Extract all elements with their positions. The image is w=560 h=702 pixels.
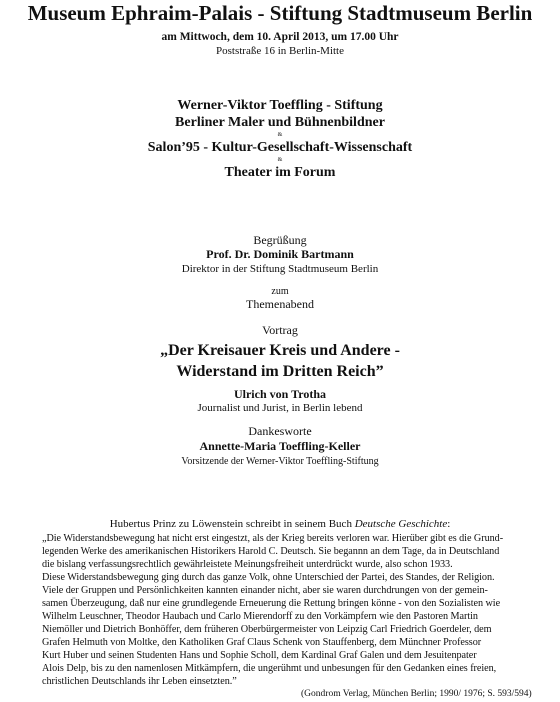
quote-intro-prefix: Hubertus Prinz zu Löwenstein schreibt in seinem Buch <box>109 518 355 530</box>
quote-line: Kurt Huber und seinen Studenten Hans und Sophie Scholl, dem Kardinal Graf Galen und dem Jesuitenpater <box>42 650 477 661</box>
speaker-role: Journalist und Jurist, in Berlin lebend <box>197 402 363 414</box>
welcome-role: Direktor in der Stiftung Stadtmuseum Berlin <box>181 263 379 275</box>
thanks-role: Vorsitzende der Werner-Viktor Toeffling-Stiftung <box>181 456 379 467</box>
quote-intro <box>0 518 560 531</box>
organizer-subtitle: Berliner Maler und Bühnenbildner <box>175 115 385 130</box>
lecture-label: Vortrag <box>262 323 298 337</box>
quote-intro-suffix: : <box>447 518 451 530</box>
thanks-label: Dankesworte <box>248 424 312 438</box>
organizer-foundation: Werner-Viktor Toeffling - Stiftung <box>177 98 383 113</box>
ampersand-2: & <box>277 157 283 163</box>
theme-zum: zum <box>271 286 289 297</box>
quote-line: legenden Werke des amerikanischen Historikers Harold C. Deutsch. Sie begannn an dem Tage, da in Deutschland <box>42 546 500 557</box>
speaker-name: Ulrich von Trotha <box>233 387 326 401</box>
event-date: am Mittwoch, dem 10. April 2013, um 17.00 Uhr <box>161 31 399 43</box>
welcome-name: Prof. Dr. Dominik Bartmann <box>206 247 354 261</box>
quote-line: Diese Widerstandsbewegung ging durch das ganze Volk, ohne Unterschied der Partei, des Standes, der Religion. <box>42 572 495 583</box>
quote-line: „Die Widerstandsbewegung hat nicht erst eingestzt, als der Krieg bereits verloren war. Hierüber gibt es die Grund- <box>42 533 504 544</box>
organizer-salon: Salon’95 - Kultur-Gesellschaft-Wissenschaft <box>147 140 413 155</box>
quote-line: Grafen Helmuth von Moltke, den Katholiken Graf Claus Schenk von Stauffenberg, dem Münchner Professor <box>42 637 482 648</box>
quote-source: (Gondrom Verlag, München Berlin; 1990/ 1976; S. 593/594) <box>301 689 532 699</box>
quote-line: die bislang verfassungsrechtlich gewährleistete Meinungsfreiheit unterdrückt wurde, also schon 1933. <box>42 559 453 570</box>
lecture-title-line2: Widerstand im Dritten Reich” <box>176 363 384 380</box>
quote-line: Viele der Gruppen und Persönlichkeiten kannten einander nicht, aber sie waren durchdrungen von der gemein- <box>42 585 488 596</box>
lecture-title-line1: „Der Kreisauer Kreis und Andere - <box>160 342 400 359</box>
quote-book-title: Deutsche Geschichte <box>354 518 448 530</box>
venue-title: Museum Ephraim-Palais - Stiftung Stadtmuseum Berlin <box>27 1 533 25</box>
quote-line: samen Überzeugung, daß nur eine grundlegende Erneuerung die Rettung bringen könne - von den Sozialisten wie <box>42 598 501 609</box>
thanks-name: Annette-Maria Toeffling-Keller <box>199 439 361 453</box>
quote-line: Alois Delp, bis zu den namenlosen Mitkämpfern, die ungerühmt und unbesungen für den Gedanken eines freien, <box>42 663 497 674</box>
quote-line: Niemöller und Dietrich Bonhöffer, dem früheren Oberbürgermeister von Leipzig Carl Friedrich Goerdeler, dem <box>42 624 492 635</box>
welcome-label: Begrüßung <box>253 233 307 247</box>
quote-line: Wilhelm Leuschner, Theodor Haubach und Carlo Mierendorff zu den Vorkämpfern wie den Pastoren Martin <box>42 611 478 622</box>
ampersand-1: & <box>277 132 283 138</box>
event-address: Poststraße 16 in Berlin-Mitte <box>215 45 344 57</box>
quote-line: christlichen Deutschlands ihr Leben einsetzten.” <box>42 676 237 687</box>
theme-label: Themenabend <box>246 297 314 311</box>
organizer-theater: Theater im Forum <box>224 165 336 180</box>
